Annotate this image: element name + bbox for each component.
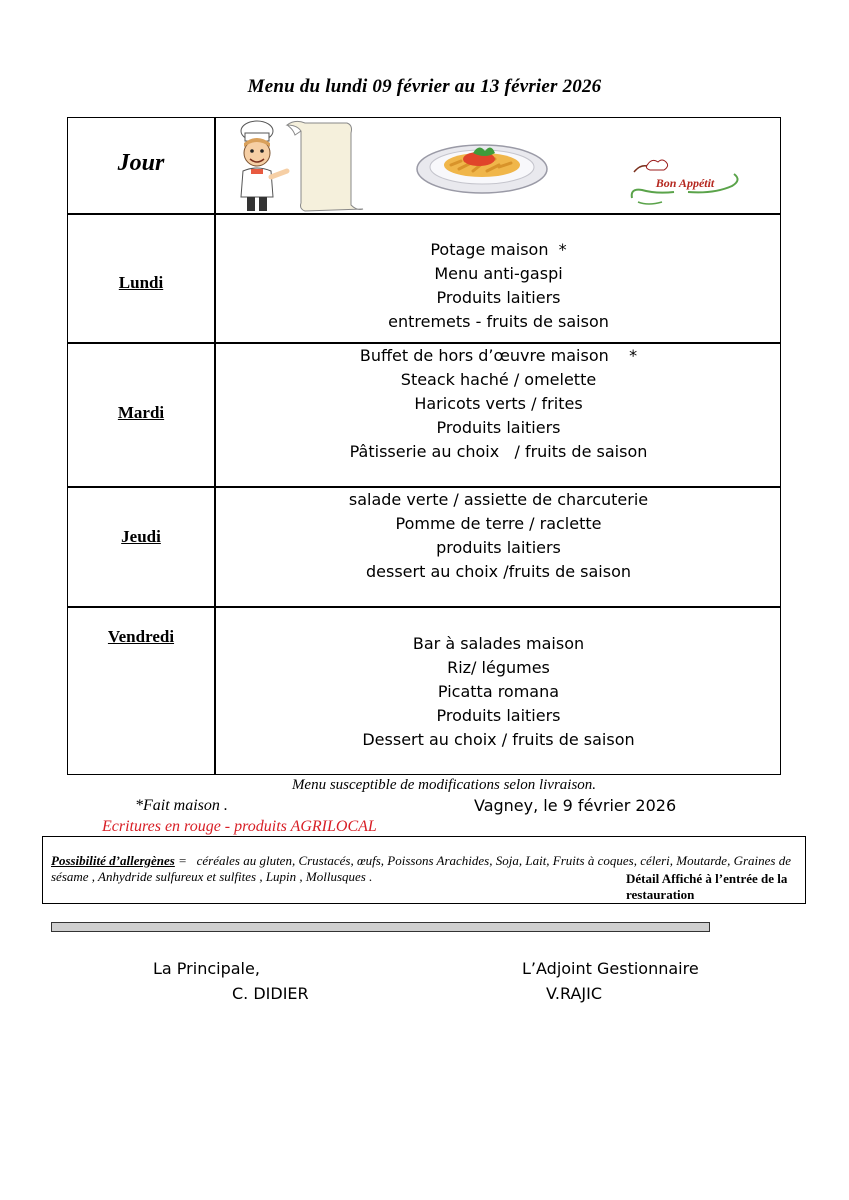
dish-item: produits laitiers bbox=[436, 538, 561, 557]
dish-item: Pâtisserie au choix / fruits de saison bbox=[349, 442, 648, 461]
separator-bar bbox=[51, 922, 710, 932]
dish-item: Dessert au choix / fruits de saison bbox=[362, 730, 635, 749]
dishes-lundi bbox=[216, 238, 781, 334]
pasta-plate-illustration bbox=[415, 135, 549, 197]
dish-item: Produits laitiers bbox=[436, 706, 561, 725]
bon-appetit-logo bbox=[628, 158, 742, 208]
dish-item: dessert au choix /fruits de saison bbox=[365, 562, 632, 581]
dish-item: entremets - fruits de saison bbox=[388, 312, 609, 331]
dish-item: Pomme de terre / raclette bbox=[395, 514, 602, 533]
agrilocal-note: Ecritures en rouge - produits AGRILOCAL bbox=[102, 818, 377, 835]
dish-item: Potage maison * bbox=[430, 240, 567, 259]
table-row-divider bbox=[67, 213, 781, 215]
dish-item: Buffet de hors d’œuvre maison * bbox=[359, 346, 638, 365]
dish-item: salade verte / assiette de charcuterie bbox=[348, 490, 649, 509]
fait-maison-note: *Fait maison . bbox=[135, 797, 228, 814]
day-label-vendredi: Vendredi bbox=[107, 627, 175, 646]
dish-item: Steack haché / omelette bbox=[400, 370, 597, 389]
table-row-divider bbox=[67, 606, 781, 608]
column-header-jour: Jour bbox=[117, 150, 165, 176]
day-label-mardi: Mardi bbox=[117, 403, 165, 422]
logo-lettering: Bon Appétit bbox=[655, 176, 715, 190]
dish-item: Produits laitiers bbox=[436, 288, 561, 307]
dish-item: Produits laitiers bbox=[436, 418, 561, 437]
allergen-list: céréales au gluten, Crustacés, œufs, Poissons Arachides, Soja, Lait, Fruits à coques, céleri, Moutarde, Graines de sésame , Anhydride sulfureux et sulfites , Lupin , Mollusques . bbox=[51, 853, 791, 884]
modification-note: Menu susceptible de modifications selon livraison. bbox=[291, 777, 597, 793]
dishes-jeudi bbox=[216, 488, 781, 584]
place-date: Vagney, le 9 février 2026 bbox=[474, 796, 677, 815]
chef-illustration bbox=[235, 119, 365, 213]
allergen-detail-wrap bbox=[51, 871, 796, 903]
day-label-lundi: Lundi bbox=[118, 273, 164, 292]
signature-left-title: La Principale, bbox=[153, 959, 260, 978]
allergen-label: Possibilité d’allergènes bbox=[51, 853, 175, 868]
dish-item: Bar à salades maison bbox=[412, 634, 585, 653]
dishes-vendredi bbox=[216, 632, 781, 752]
signature-right-name: V.RAJIC bbox=[546, 984, 602, 1003]
dish-item: Picatta romana bbox=[437, 682, 560, 701]
page-title: Menu du lundi 09 février au 13 février 2026 bbox=[247, 76, 602, 97]
dishes-mardi bbox=[216, 344, 781, 464]
dish-item: Menu anti-gaspi bbox=[434, 264, 563, 283]
dish-item: Riz/ légumes bbox=[447, 658, 550, 677]
day-label-jeudi: Jeudi bbox=[121, 527, 161, 546]
allergen-detail: Détail Affiché à l’entrée de la restauration bbox=[626, 871, 788, 902]
signature-right-title: L’Adjoint Gestionnaire bbox=[522, 959, 699, 978]
allergen-equals: = bbox=[174, 853, 197, 868]
dish-item: Haricots verts / frites bbox=[414, 394, 583, 413]
signature-left-name: C. DIDIER bbox=[232, 984, 309, 1003]
